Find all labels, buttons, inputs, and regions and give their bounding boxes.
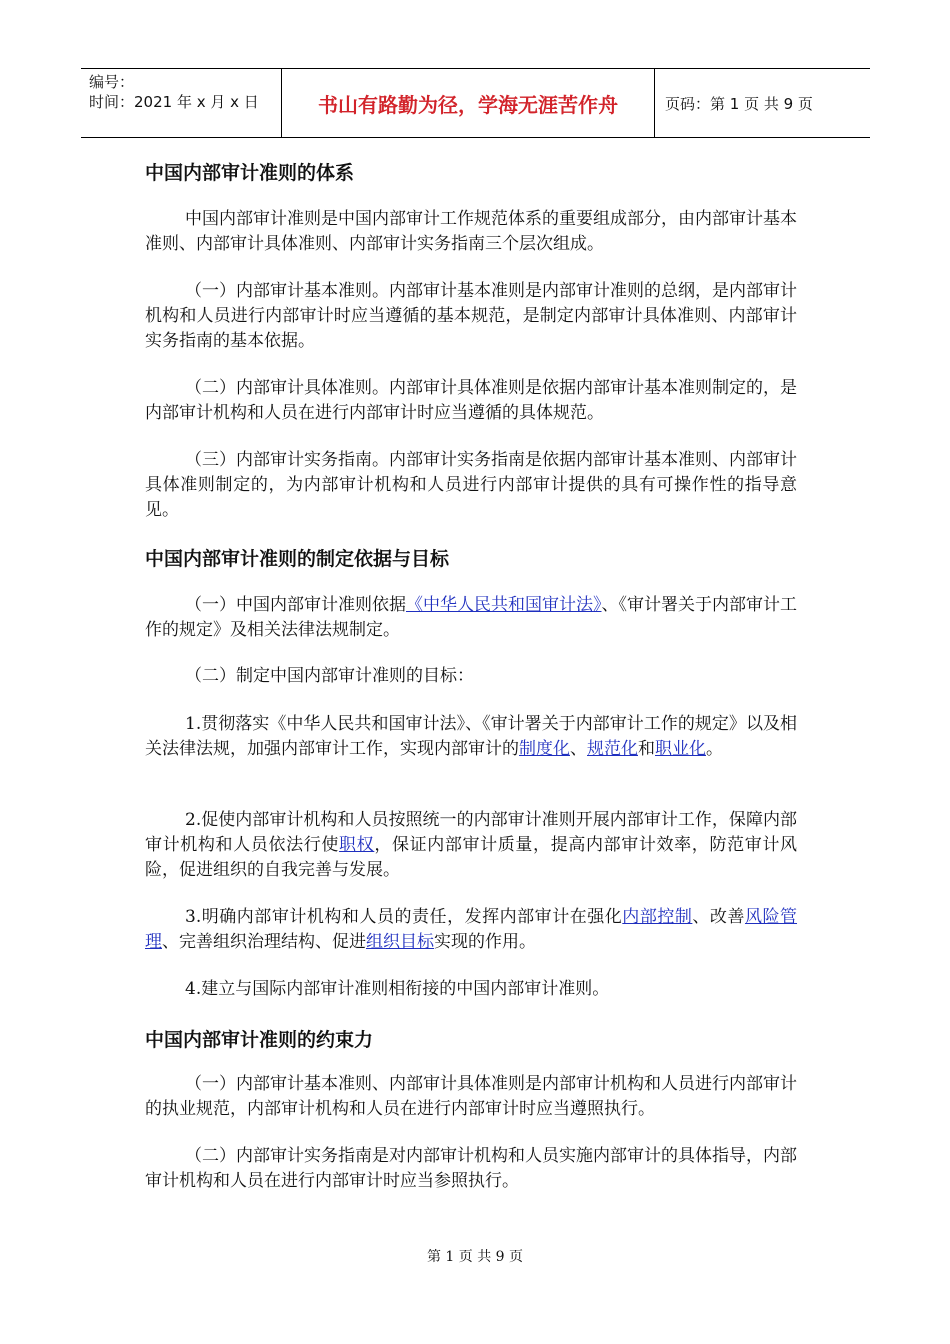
header-page-info: 页码：第 1 页 共 9 页 bbox=[665, 94, 813, 113]
section-heading-system: 中国内部审计准则的体系 bbox=[145, 162, 355, 184]
audit-law-link[interactable]: 《中华人民共和国审计法》 bbox=[406, 595, 602, 615]
organization-goal-link[interactable]: 组织目标 bbox=[366, 932, 434, 952]
standardization-link[interactable]: 规范化 bbox=[587, 739, 638, 759]
paragraph: 4.建立与国际内部审计准则相衔接的中国内部审计准则。 bbox=[185, 979, 610, 999]
paragraph: 3.明确内部审计机构和人员的责任，发挥内部审计在强化内部控制、改善风险管理、完善组织治理结构、促进组织目标实现的作用。 bbox=[145, 907, 798, 952]
section-heading-binding: 中国内部审计准则的约束力 bbox=[145, 1029, 374, 1051]
internal-control-link[interactable]: 内部控制 bbox=[622, 907, 693, 927]
time-label: 时间：2021 年 x 月 x 日 bbox=[89, 93, 259, 111]
authority-link[interactable]: 职权 bbox=[339, 835, 375, 855]
section-heading-basis: 中国内部审计准则的制定依据与目标 bbox=[145, 548, 450, 570]
paragraph: （二）内部审计实务指南是对内部审计机构和人员实施内部审计的具体指导，内部审计机构和人员在进行内部审计时应当参照执行。 bbox=[145, 1146, 797, 1191]
header-table bbox=[81, 68, 870, 138]
header-meta-cell bbox=[81, 69, 282, 137]
professionalization-link[interactable]: 职业化 bbox=[655, 739, 706, 759]
paragraph: （二）制定中国内部审计准则的目标： bbox=[185, 666, 474, 686]
paragraph: 2.促使内部审计机构和人员按照统一的内部审计准则开展内部审计工作，保障内部审计机构和人员依法行使职权，保证内部审计质量，提高内部审计效率，防范审计风险，促进组织的自我完善与发展。 bbox=[145, 810, 798, 880]
paragraph: （一）内部审计基本准则。内部审计基本准则是内部审计准则的总纲，是内部审计机构和人员进行内部审计时应当遵循的基本规范，是制定内部审计具体准则、内部审计实务指南的基本依据。 bbox=[145, 281, 797, 351]
page-footer: 第 1 页 共 9 页 bbox=[426, 1249, 524, 1265]
header-motto: 书山有路勤为径，学海无涯苦作舟 bbox=[282, 69, 655, 137]
paragraph: （一）中国内部审计准则依据《中华人民共和国审计法》、《审计署关于内部审计工作的规定》及相关法律法规制定。 bbox=[145, 595, 797, 640]
paragraph: （三）内部审计实务指南。内部审计实务指南是依据内部审计基本准则、内部审计具体准则制定的，为内部审计机构和人员进行内部审计提供的具有可操作性的指导意见。 bbox=[145, 450, 797, 520]
risk-management-link[interactable]: 风险管理 bbox=[145, 907, 798, 952]
institutionalization-link[interactable]: 制度化 bbox=[519, 739, 570, 759]
paragraph: （二）内部审计具体准则。内部审计具体准则是依据内部审计基本准则制定的，是内部审计机构和人员在进行内部审计时应当遵循的具体规范。 bbox=[145, 378, 797, 423]
paragraph: 1.贯彻落实《中华人民共和国审计法》、《审计署关于内部审计工作的规定》以及相关法律法规，加强内部审计工作，实现内部审计的制度化、规范化和职业化。 bbox=[145, 714, 797, 759]
number-label: 编号： bbox=[89, 73, 135, 91]
paragraph: 中国内部审计准则是中国内部审计工作规范体系的重要组成部分，由内部审计基本准则、内部审计具体准则、内部审计实务指南三个层次组成。 bbox=[145, 209, 797, 254]
paragraph: （一）内部审计基本准则、内部审计具体准则是内部审计机构和人员进行内部审计的执业规范，内部审计机构和人员在进行内部审计时应当遵照执行。 bbox=[145, 1074, 797, 1119]
